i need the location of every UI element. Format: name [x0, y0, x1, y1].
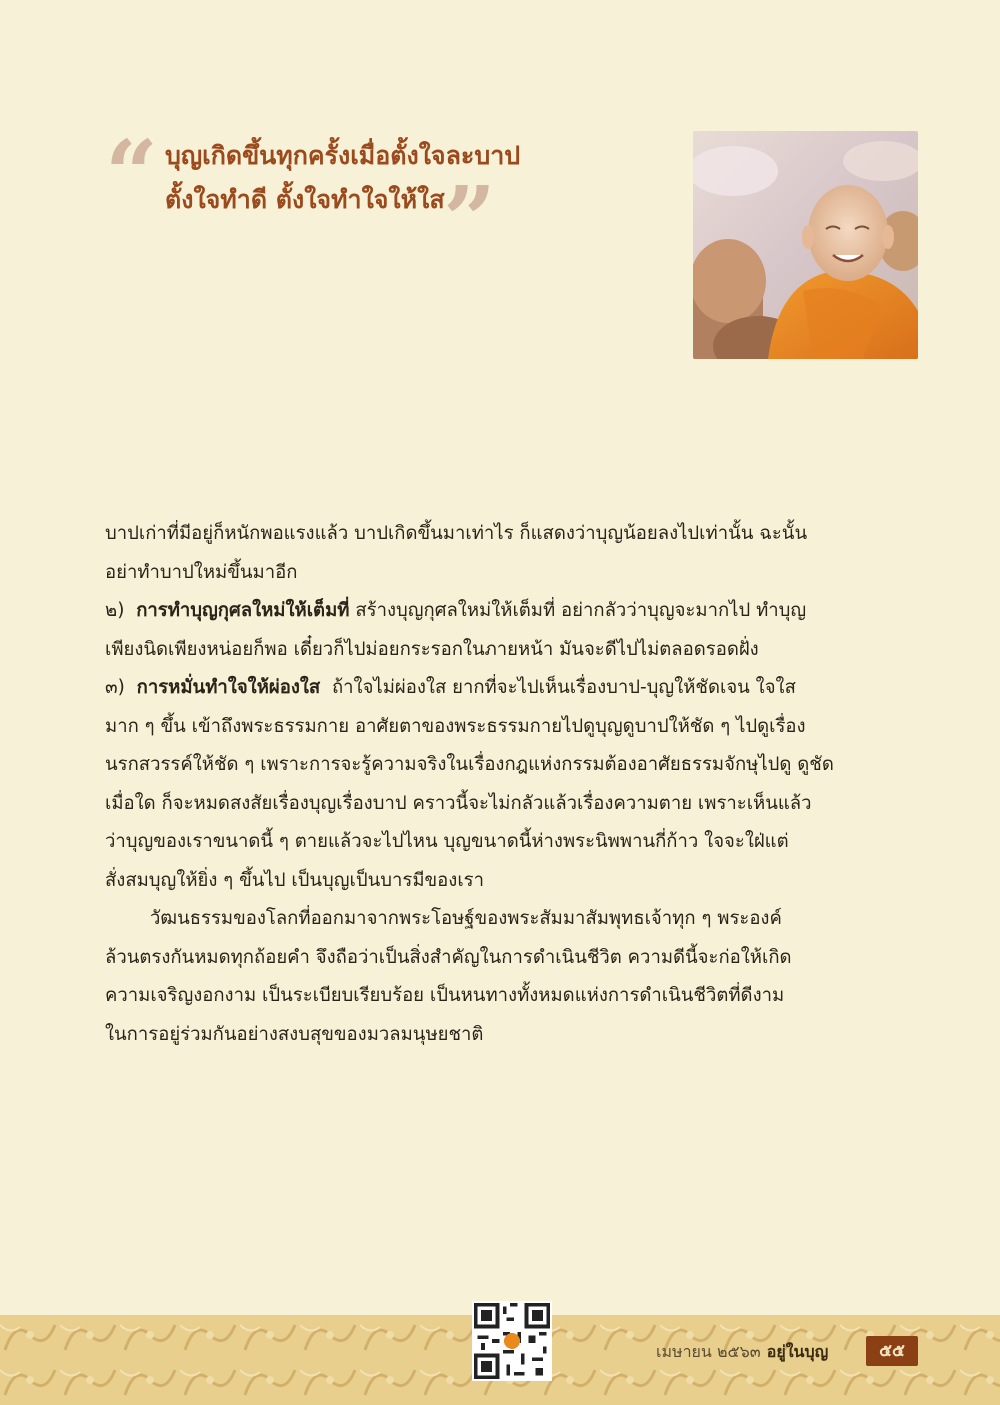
paragraph-4-line-4: ในการอยู่ร่วมกันอย่างสงบสุขของมวลมนุษยชาติ — [105, 1023, 484, 1045]
magazine-name: อยู่ในบุญ — [766, 1342, 829, 1361]
item-3-line-1 — [105, 669, 920, 708]
quote-line-2: ตั้งใจทำดี ตั้งใจทำใจให้ใส — [165, 185, 445, 214]
pull-quote — [105, 120, 535, 274]
item-3-line-2: มาก ๆ ขึ้น เข้าถึงพระธรรมกาย อาศัยตาของพระธรรมกายไปดูบุญดูบาปให้ชัด ๆ ไปดูเรื่อง — [105, 715, 806, 737]
paragraph-1-line-2: อย่าทำบาปใหม่ขึ้นมาอีก — [105, 561, 298, 583]
issue-date: เมษายน ๒๕๖๓ — [656, 1342, 761, 1361]
item-2-line-2: เพียงนิดเพียงหน่อยก็พอ เดี๋ยวก็ไปม่อยกระรอกในภายหน้า มันจะดีไปไม่ตลอดรอดฝั่ง — [105, 638, 759, 660]
item-3-line-6: สั่งสมบุญให้ยิ่ง ๆ ขึ้นไป เป็นบุญเป็นบารมีของเรา — [105, 869, 484, 891]
item-3-line-3: นรกสวรรค์ให้ชัด ๆ เพราะการจะรู้ความจริงในเรื่องกฎแห่งกรรมต้องอาศัยธรรมจักษุไปดู ดูชัด — [105, 754, 834, 775]
item-3-line-5: ว่าบุญของเราขนาดนี้ ๆ ตายแล้วจะไปไหน บุญขนาดนี้ห่างพระนิพพานกี่ก้าว ใจจะใฝ่แต่ — [105, 831, 789, 852]
page-number: ๕๕ — [866, 1336, 918, 1366]
item-2-text: สร้างบุญกุศลใหม่ให้เต็มที่ อย่ากลัวว่าบุญจะมากไป ทำบุญ — [355, 600, 807, 621]
paragraph-4-line-3: ความเจริญงอกงาม เป็นระเบียบเรียบร้อย เป็นหนทางทั้งหมดแห่งการดำเนินชีวิตที่ดีงาม — [105, 985, 785, 1006]
open-quote-mark: “ — [105, 120, 158, 228]
close-quote-mark: ” — [443, 166, 496, 274]
monk-photo — [693, 131, 918, 359]
article-body — [105, 515, 920, 1054]
qr-code[interactable] — [472, 1301, 552, 1381]
item-2-line-1 — [105, 592, 920, 631]
item-3-title: การหมั่นทำใจให้ผ่องใส — [136, 677, 321, 698]
item-3-number: ๓) — [105, 677, 125, 698]
item-3-line-4: เมื่อใด ก็จะหมดสงสัยเรื่องบุญเรื่องบาป คราวนี้จะไม่กลัวแล้วเรื่องความตาย เพราะเห็นแล้ว — [105, 792, 812, 814]
item-2-number: ๒) — [105, 600, 125, 621]
paragraph-1-line-1: บาปเก่าที่มีอยู่ก็หนักพอแรงแล้ว บาปเกิดขึ้นมาเท่าไร ก็แสดงว่าบุญน้อยลงไปเท่านั้น ฉะนั้น — [105, 523, 808, 544]
item-2-title: การทำบุญกุศลใหม่ให้เต็มที่ — [136, 600, 350, 621]
paragraph-4-line-2: ล้วนตรงกันหมดทุกถ้อยคำ จึงถือว่าเป็นสิ่งสำคัญในการดำเนินชีวิต ความดีนี้จะก่อให้เกิด — [105, 946, 792, 968]
item-3-text: ถ้าใจไม่ผ่องใส ยากที่จะไปเห็นเรื่องบาป-บุญให้ชัดเจน ใจใส — [331, 677, 796, 698]
paragraph-4-line-1: วัฒนธรรมของโลกที่ออกมาจากพระโอษฐ์ของพระสัมมาสัมพุทธเจ้าทุก ๆ พระองค์ — [150, 908, 782, 929]
footer-issue-info — [656, 1337, 828, 1367]
quote-line-1: บุญเกิดขึ้นทุกครั้งเมื่อตั้งใจละบาป — [165, 141, 521, 170]
